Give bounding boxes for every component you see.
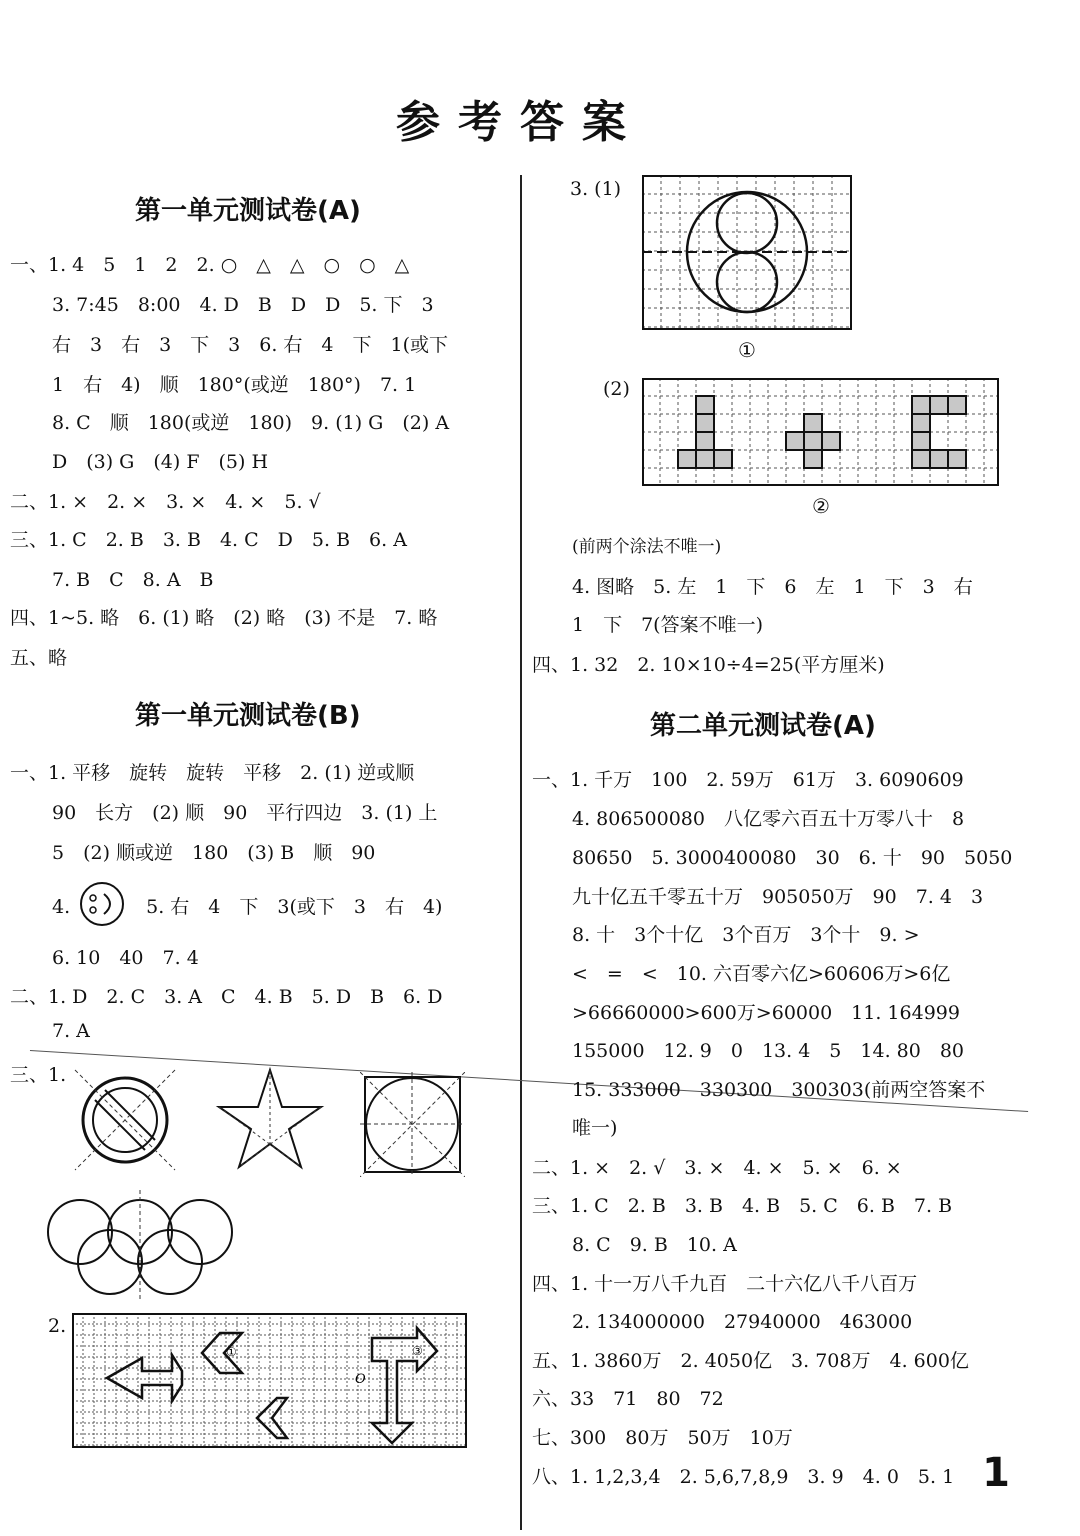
- caption-figure-1: ①: [738, 338, 756, 362]
- page-number: 1: [982, 1450, 1010, 1496]
- answer-line: 8. 十 3个十亿 3个百万 3个十 9. >: [572, 924, 920, 946]
- coloring-note: (前两个涂法不唯一): [572, 537, 722, 557]
- answer-line: 3. 7:45 8:00 4. D B D D 5. 下 3: [52, 294, 434, 316]
- answer-line: 一、1. 千万 100 2. 59万 61万 3. 6090609: [532, 769, 964, 791]
- svg-text:③: ③: [412, 1344, 423, 1358]
- svg-text:O: O: [355, 1372, 366, 1387]
- answer-line: 四、1. 十一万八千九百 二十六亿八千八百万: [532, 1273, 918, 1295]
- svg-text:①: ①: [226, 1345, 237, 1359]
- answer-line: < = < 10. 六百零六亿>60606万>6亿: [572, 963, 951, 985]
- answer-line: 7. B C 8. A B: [52, 569, 214, 591]
- answer-line: 六、33 71 80 72: [532, 1388, 724, 1410]
- section-title-unit1-a: 第一单元测试卷(A): [135, 196, 361, 226]
- answer-line: 七、300 80万 50万 10万: [532, 1427, 793, 1449]
- answer-line: 九十亿五千零五十万 905050万 90 7. 4 3: [572, 886, 984, 908]
- answer-line: 五、略: [10, 647, 68, 669]
- answer-line: 2. 134000000 27940000 463000: [572, 1311, 913, 1333]
- answer-line: D (3) G (4) F (5) H: [52, 451, 269, 473]
- answer-line: 155000 12. 9 0 13. 4 5 14. 80 80: [572, 1040, 965, 1062]
- answer-line: 右 3 右 3 下 3 6. 右 4 下 1(或下: [52, 334, 449, 356]
- figure-eight-grid: [642, 175, 852, 330]
- section-title-unit1-b: 第一单元测试卷(B): [135, 701, 361, 731]
- answer-line: 二、1. × 2. × 3. × 4. × 5. √: [10, 491, 321, 513]
- answer-line: 4. 图略 5. 左 1 下 6 左 1 下 3 右: [572, 576, 973, 598]
- answer-line: 五、1. 3860万 2. 4050亿 3. 708万 4. 600亿: [532, 1350, 969, 1372]
- answer-line: 二、1. D 2. C 3. A C 4. B 5. D B 6. D: [10, 986, 443, 1008]
- answer-line: 80650 5. 3000400080 30 6. 十 90 5050: [572, 847, 1013, 869]
- section-title-unit2-a: 第二单元测试卷(A): [650, 711, 876, 741]
- answer-line: 三、1. C 2. B 3. B 4. C D 5. B 6. A: [10, 529, 407, 551]
- answer-line: 八、1. 1,2,3,4 2. 5,6,7,8,9 3. 9 4. 0 5. 1: [532, 1466, 955, 1488]
- star-figure: [215, 1065, 325, 1175]
- answer-line: 8. C 9. B 10. A: [572, 1234, 737, 1256]
- answer-line: 7. A: [52, 1020, 90, 1042]
- answer-line: 一、1. 平移 旋转 旋转 平移 2. (1) 逆或顺: [10, 762, 415, 784]
- q3-1-label: 3. (1): [570, 178, 622, 200]
- circle-in-square-figure: [360, 1072, 465, 1177]
- no-sign-figure: [70, 1065, 180, 1175]
- answer-line: 唯一): [572, 1117, 618, 1139]
- page-title: 参考答案: [396, 97, 644, 148]
- answer-line: 8. C 顺 180(或逆 180) 9. (1) G (2) A: [52, 412, 450, 434]
- smiley-figure: [78, 880, 126, 928]
- answer-line: 2.: [48, 1315, 67, 1337]
- caption-figure-2: ②: [812, 494, 830, 518]
- answer-line: 5 (2) 顺或逆 180 (3) B 顺 90: [52, 842, 376, 864]
- answer-line: 1 下 7(答案不唯一): [572, 614, 764, 636]
- answer-line: 二、1. × 2. √ 3. × 4. × 5. × 6. ×: [532, 1157, 902, 1179]
- answer-line: 1 右 4) 顺 180°(或逆 180°) 7. 1: [52, 374, 417, 396]
- answer-line: 15. 333000 330300 300303(前两空答案不: [572, 1079, 986, 1101]
- olympic-rings-figure: [40, 1190, 240, 1300]
- answer-line: 三、1.: [10, 1064, 67, 1086]
- column-divider: [520, 175, 522, 1530]
- answer-line: 4. 5. 右 4 下 3(或下 3 右 4): [52, 896, 443, 918]
- answer-line: >66660000>600万>60000 11. 164999: [572, 1002, 960, 1024]
- translation-grid-figure: [72, 1313, 467, 1448]
- answer-line: 6. 10 40 7. 4: [52, 947, 199, 969]
- answer-line: 90 长方 (2) 顺 90 平行四边 3. (1) 上: [52, 802, 438, 824]
- tetromino-grid: [642, 378, 999, 486]
- answer-line: 四、1. 32 2. 10×10÷4=25(平方厘米): [532, 654, 885, 676]
- answer-line: 四、1~5. 略 6. (1) 略 (2) 略 (3) 不是 7. 略: [10, 607, 438, 629]
- answer-line: 三、1. C 2. B 3. B 4. B 5. C 6. B 7. B: [532, 1195, 953, 1217]
- q3-2-label: (2): [603, 378, 630, 400]
- answer-line: 4. 806500080 八亿零六百五十万零八十 8: [572, 808, 965, 830]
- answer-line: 一、1. 4 5 1 2 2. ○ △ △ ○ ○ △: [10, 254, 410, 276]
